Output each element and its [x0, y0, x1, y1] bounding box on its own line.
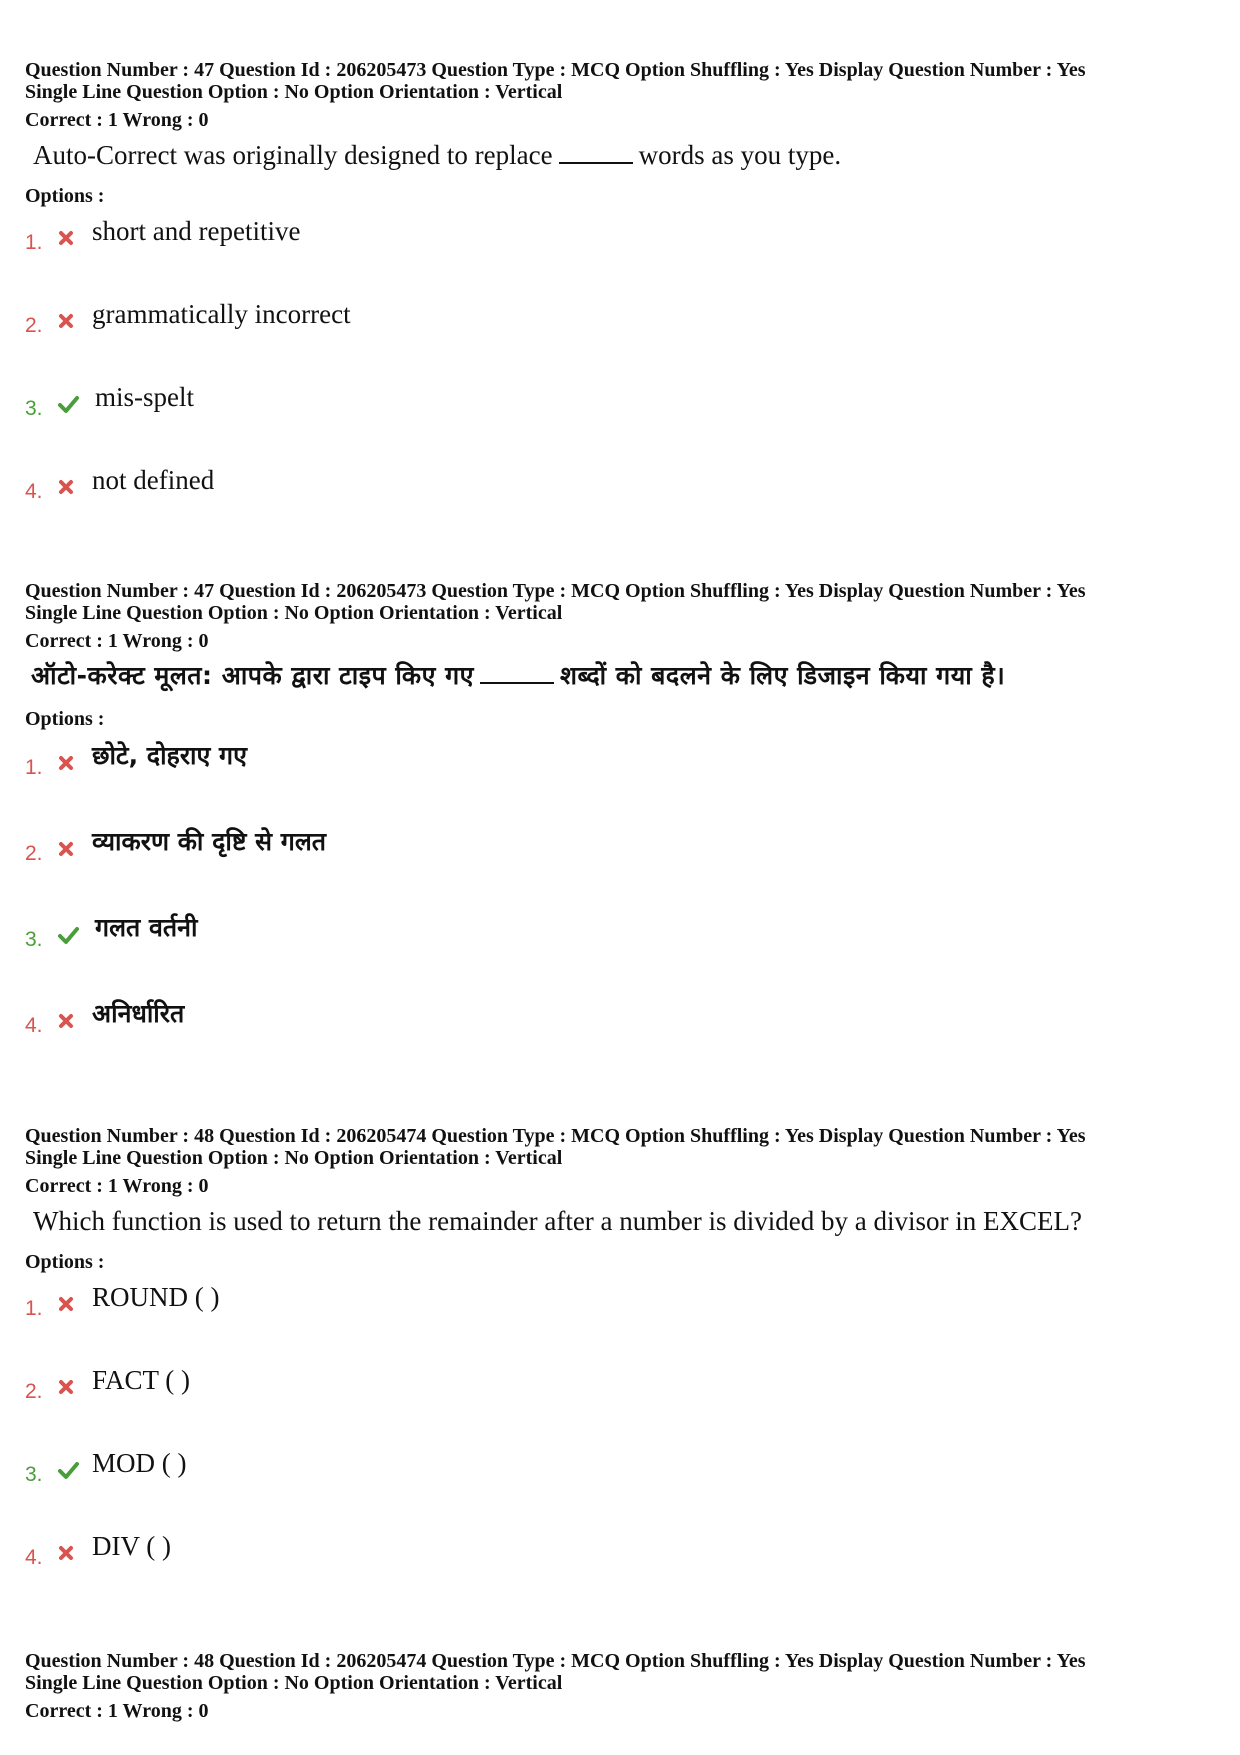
option-1: [25, 742, 1225, 828]
option-text: short and repetitive: [92, 216, 301, 246]
option-text: FACT ( ): [92, 1365, 191, 1395]
option-number: 1.: [25, 756, 43, 779]
option-text: अनिर्धारित: [92, 999, 185, 1028]
score-line: Correct : 1 Wrong : 0: [25, 109, 209, 131]
option-text: व्याकरण की दृष्टि से गलत: [92, 827, 327, 856]
score-line: Correct : 1 Wrong : 0: [25, 630, 209, 652]
option-number: 4.: [25, 1014, 43, 1037]
question-meta-2: Single Line Question Option : No Option Orientation : Vertical: [25, 81, 563, 103]
cross-icon: [55, 310, 77, 332]
option-number: 4.: [25, 1546, 43, 1569]
option-text: छोटे, दोहराए गए: [92, 741, 247, 770]
question-meta-2: Single Line Question Option : No Option Orientation : Vertical: [25, 602, 563, 624]
option-2: [25, 828, 1225, 914]
option-1: [25, 217, 1225, 300]
option-number: 3.: [25, 397, 43, 420]
option-number: 3.: [25, 1463, 43, 1486]
score-line: Correct : 1 Wrong : 0: [25, 1700, 209, 1722]
option-number: 1.: [25, 231, 43, 254]
option-number: 3.: [25, 928, 43, 951]
question-meta: Question Number : 48 Question Id : 206205474 Question Type : MCQ Option Shuffling : Yes Display Question Number : Yes: [25, 1125, 1086, 1147]
cross-icon: [55, 1542, 77, 1564]
blank-line: [480, 662, 554, 684]
cross-icon: [55, 476, 77, 498]
option-text: DIV ( ): [92, 1531, 171, 1561]
option-1: [25, 1283, 1225, 1366]
blank-line: [559, 142, 633, 164]
option-3: [25, 914, 1225, 1000]
option-number: 2.: [25, 842, 43, 865]
options-label: Options :: [25, 185, 105, 207]
question-meta-2: Single Line Question Option : No Option Orientation : Vertical: [25, 1672, 563, 1694]
option-3: [25, 1449, 1225, 1532]
check-icon: [55, 924, 81, 946]
question-block-47-hi: [25, 580, 1225, 1086]
question-text: ऑटो-करेक्ट मूलत: आपके द्वारा टाइप किए गए शब्दों को बदलने के लिए डिजाइन किया गया है।: [31, 661, 1006, 690]
cross-icon: [55, 1376, 77, 1398]
option-text: not defined: [92, 465, 215, 495]
question-meta-2: Single Line Question Option : No Option Orientation : Vertical: [25, 1147, 563, 1169]
options-label: Options :: [25, 1251, 105, 1273]
option-4: [25, 1532, 1225, 1615]
question-text: Which function is used to return the remainder after a number is divided by a divisor in EXCEL?: [33, 1206, 1082, 1236]
option-4: [25, 1000, 1225, 1086]
option-4: [25, 466, 1225, 549]
cross-icon: [55, 227, 77, 249]
cross-icon: [55, 752, 77, 774]
option-text: गलत वर्तनी: [95, 913, 198, 942]
question-text: Auto-Correct was originally designed to replace words as you type.: [33, 140, 842, 170]
question-meta: Question Number : 47 Question Id : 206205473 Question Type : MCQ Option Shuffling : Yes Display Question Number : Yes: [25, 580, 1086, 602]
options-label: Options :: [25, 708, 105, 730]
question-block-47-en: [25, 59, 1225, 549]
option-2: [25, 1366, 1225, 1449]
score-line: Correct : 1 Wrong : 0: [25, 1175, 209, 1197]
option-number: 1.: [25, 1297, 43, 1320]
option-number: 4.: [25, 480, 43, 503]
option-text: MOD ( ): [92, 1448, 187, 1478]
question-meta: Question Number : 48 Question Id : 206205474 Question Type : MCQ Option Shuffling : Yes Display Question Number : Yes: [25, 1650, 1086, 1672]
cross-icon: [55, 1010, 77, 1032]
option-text: mis-spelt: [95, 382, 194, 412]
option-text: ROUND ( ): [92, 1282, 220, 1312]
question-meta: Question Number : 47 Question Id : 206205473 Question Type : MCQ Option Shuffling : Yes Display Question Number : Yes: [25, 59, 1086, 81]
question-block-48-en: [25, 1125, 1225, 1615]
option-number: 2.: [25, 314, 43, 337]
option-text: grammatically incorrect: [92, 299, 351, 329]
option-3: [25, 383, 1225, 466]
cross-icon: [55, 1293, 77, 1315]
option-number: 2.: [25, 1380, 43, 1403]
check-icon: [55, 1459, 81, 1481]
question-block-48-hi: [25, 1650, 1225, 1722]
check-icon: [55, 393, 81, 415]
option-2: [25, 300, 1225, 383]
cross-icon: [55, 838, 77, 860]
